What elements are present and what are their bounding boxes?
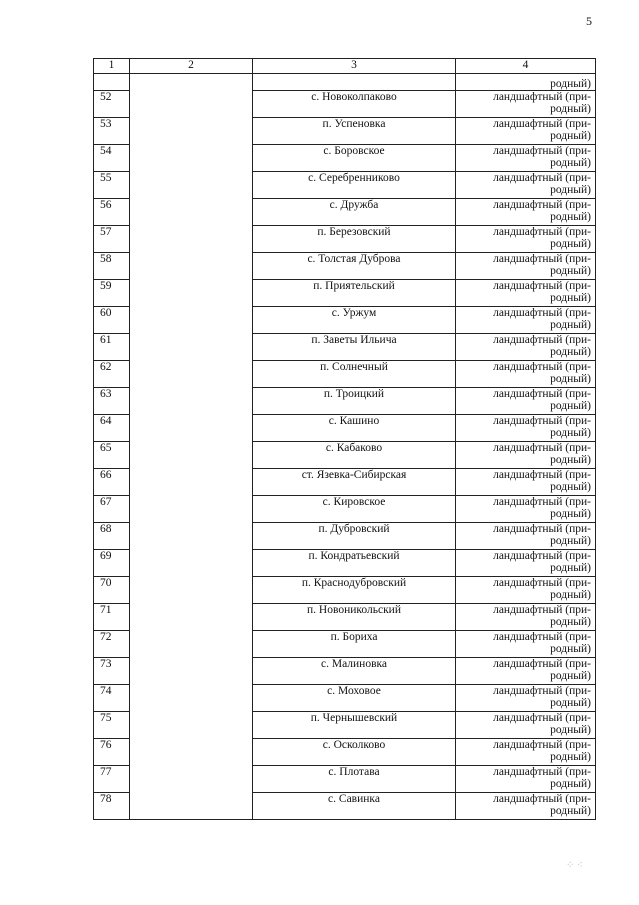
row-number: 61	[94, 334, 130, 361]
row-place: п. Краснодубровский	[253, 577, 456, 604]
page-number: 5	[586, 14, 592, 28]
row-number: 74	[94, 685, 130, 712]
row-number: 65	[94, 442, 130, 469]
row-type-line-1: ландшафтный (при-	[493, 739, 591, 751]
row-place: с. Кировское	[253, 496, 456, 523]
row-number: 58	[94, 253, 130, 280]
table-body	[94, 74, 596, 820]
row-type	[456, 442, 596, 469]
row-type-line-1: ландшафтный (при-	[493, 685, 591, 697]
row-type-line-2: родный)	[550, 616, 591, 628]
row-type-line-2: родный)	[550, 562, 591, 574]
row-type-line-2: родный)	[550, 481, 591, 493]
row-type	[456, 658, 596, 685]
row-type-line-2: родный)	[550, 589, 591, 601]
row-type-line-1: ландшафтный (при-	[493, 145, 591, 157]
row-place: с. Новоколпаково	[253, 91, 456, 118]
row-number: 68	[94, 523, 130, 550]
row-type-line-1: ландшафтный (при-	[493, 199, 591, 211]
row-type	[456, 631, 596, 658]
row-type-line-1: ландшафтный (при-	[493, 469, 591, 481]
row-place: п. Дубровский	[253, 523, 456, 550]
row-place: с. Боровское	[253, 145, 456, 172]
row-number: 67	[94, 496, 130, 523]
row-type	[456, 496, 596, 523]
continuation-type: родный)	[456, 74, 596, 91]
row-type-line-1: ландшафтный (при-	[493, 388, 591, 400]
row-type	[456, 361, 596, 388]
row-place: с. Дружба	[253, 199, 456, 226]
row-type-line-1: ландшафтный (при-	[493, 172, 591, 184]
row-place: с. Кашино	[253, 415, 456, 442]
row-type-line-1: ландшафтный (при-	[493, 253, 591, 265]
row-number: 63	[94, 388, 130, 415]
row-type	[456, 118, 596, 145]
row-type-line-2: родный)	[550, 535, 591, 547]
row-type-line-2: родный)	[550, 670, 591, 682]
row-type	[456, 172, 596, 199]
row-type-line-1: ландшафтный (при-	[493, 118, 591, 130]
row-type-line-1: ландшафтный (при-	[493, 550, 591, 562]
header-col-4: 4	[456, 59, 596, 74]
row-number: 57	[94, 226, 130, 253]
row-number: 78	[94, 793, 130, 820]
row-number: 59	[94, 280, 130, 307]
row-number: 75	[94, 712, 130, 739]
row-type-line-2: родный)	[550, 292, 591, 304]
row-type-line-2: родный)	[550, 778, 591, 790]
row-number: 55	[94, 172, 130, 199]
row-type-line-1: ландшафтный (при-	[493, 442, 591, 454]
scan-artifact: ⁘ ⁖	[566, 860, 583, 871]
row-type-line-2: родный)	[550, 373, 591, 385]
row-type	[456, 766, 596, 793]
row-type-line-1: ландшафтный (при-	[493, 226, 591, 238]
row-type-line-1: ландшафтный (при-	[493, 361, 591, 373]
row-type-line-1: ландшафтный (при-	[493, 766, 591, 778]
row-type-line-1: ландшафтный (при-	[493, 91, 591, 103]
row-type-line-1: ландшафтный (при-	[493, 280, 591, 292]
row-place: с. Толстая Дуброва	[253, 253, 456, 280]
row-type-line-2: родный)	[550, 427, 591, 439]
row-type-line-2: родный)	[550, 400, 591, 412]
header-col-1: 1	[94, 59, 130, 74]
row-type	[456, 523, 596, 550]
row-type	[456, 550, 596, 577]
row-place: с. Серебренниково	[253, 172, 456, 199]
row-place: п. Солнечный	[253, 361, 456, 388]
row-type-line-2: родный)	[550, 346, 591, 358]
row-type-line-2: родный)	[550, 805, 591, 817]
row-place: п. Бориха	[253, 631, 456, 658]
row-type-line-2: родный)	[550, 724, 591, 736]
row-type-line-2: родный)	[550, 319, 591, 331]
row-place: с. Кабаково	[253, 442, 456, 469]
row-type	[456, 388, 596, 415]
row-type-line-1: ландшафтный (при-	[493, 334, 591, 346]
row-number: 53	[94, 118, 130, 145]
row-type	[456, 199, 596, 226]
row-type	[456, 712, 596, 739]
row-number: 66	[94, 469, 130, 496]
row-type	[456, 469, 596, 496]
row-type-line-1: ландшафтный (при-	[493, 712, 591, 724]
row-type-line-2: родный)	[550, 643, 591, 655]
row-type-line-2: родный)	[550, 508, 591, 520]
row-number: 71	[94, 604, 130, 631]
continuation-row	[94, 74, 596, 91]
row-place: п. Новоникольский	[253, 604, 456, 631]
row-place: с. Моховое	[253, 685, 456, 712]
row-type-line-2: родный)	[550, 157, 591, 169]
row-number: 52	[94, 91, 130, 118]
row-place: с. Савинка	[253, 793, 456, 820]
row-type-line-1: ландшафтный (при-	[493, 415, 591, 427]
row-number: 62	[94, 361, 130, 388]
row-type	[456, 604, 596, 631]
merged-col-2	[130, 74, 253, 820]
row-number: 77	[94, 766, 130, 793]
row-number: 69	[94, 550, 130, 577]
row-type	[456, 91, 596, 118]
row-type-line-1: ландшафтный (при-	[493, 307, 591, 319]
row-type	[456, 334, 596, 361]
continuation-place	[253, 74, 456, 91]
row-type-line-1: ландшафтный (при-	[493, 658, 591, 670]
row-number: 64	[94, 415, 130, 442]
row-type-line-1: ландшафтный (при-	[493, 793, 591, 805]
row-type-line-2: родный)	[550, 211, 591, 223]
row-type	[456, 685, 596, 712]
row-type-line-1: ландшафтный (при-	[493, 604, 591, 616]
continuation-num	[94, 74, 130, 91]
row-type-line-2: родный)	[550, 697, 591, 709]
row-place: с. Осколково	[253, 739, 456, 766]
row-type-line-2: родный)	[550, 238, 591, 250]
row-place: п. Троицкий	[253, 388, 456, 415]
row-number: 60	[94, 307, 130, 334]
row-type	[456, 307, 596, 334]
row-type-line-2: родный)	[550, 454, 591, 466]
row-type	[456, 253, 596, 280]
row-type	[456, 226, 596, 253]
row-place: п. Кондратьевский	[253, 550, 456, 577]
row-place: с. Плотава	[253, 766, 456, 793]
row-place: с. Уржум	[253, 307, 456, 334]
row-type-line-1: ландшафтный (при-	[493, 523, 591, 535]
row-number: 76	[94, 739, 130, 766]
row-place: п. Чернышевский	[253, 712, 456, 739]
header-col-3: 3	[253, 59, 456, 74]
row-number: 73	[94, 658, 130, 685]
row-place: п. Березовский	[253, 226, 456, 253]
table-header-row	[94, 59, 596, 74]
document-table	[93, 58, 596, 820]
row-place: п. Заветы Ильича	[253, 334, 456, 361]
row-number: 72	[94, 631, 130, 658]
row-place: ст. Язевка-Сибирская	[253, 469, 456, 496]
row-type-line-1: ландшафтный (при-	[493, 631, 591, 643]
row-number: 54	[94, 145, 130, 172]
row-place: п. Приятельский	[253, 280, 456, 307]
row-type-line-2: родный)	[550, 130, 591, 142]
row-number: 70	[94, 577, 130, 604]
row-type-line-2: родный)	[550, 103, 591, 115]
row-type	[456, 739, 596, 766]
row-type-line-2: родный)	[550, 265, 591, 277]
row-number: 56	[94, 199, 130, 226]
row-type	[456, 415, 596, 442]
header-col-2: 2	[130, 59, 253, 74]
row-type-line-2: родный)	[550, 751, 591, 763]
row-place: п. Успеновка	[253, 118, 456, 145]
row-type-line-1: ландшафтный (при-	[493, 496, 591, 508]
row-type	[456, 280, 596, 307]
row-place: с. Малиновка	[253, 658, 456, 685]
row-type	[456, 793, 596, 820]
row-type	[456, 145, 596, 172]
row-type	[456, 577, 596, 604]
row-type-line-2: родный)	[550, 184, 591, 196]
row-type-line-1: ландшафтный (при-	[493, 577, 591, 589]
